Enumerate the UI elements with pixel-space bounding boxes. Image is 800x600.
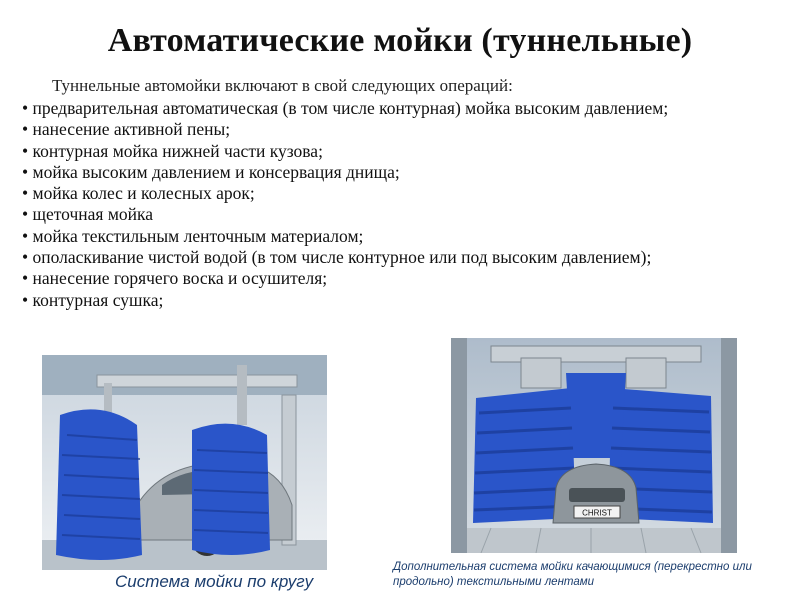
list-item: • контурная мойка нижней части кузова; [22,141,762,162]
list-item: • мойка высоким давлением и консервация днища; [22,162,762,183]
photo-textile-strips-wash [451,338,737,553]
intro-text: Туннельные автомойки включают в свой следующих операций: [52,76,513,95]
caption-circular-wash: Система мойки по кругу [115,572,314,591]
list-item: • щеточная мойка [22,204,762,225]
list-item: • нанесение горячего воска и осушителя; [22,268,762,289]
list-item: • мойка колес и колесных арок; [22,183,762,204]
list-item: • ополаскивание чистой водой (в том числе контурное или под высоким давлением); [22,247,762,268]
list-item: • мойка текстильным ленточным материалом; [22,226,762,247]
slide-title: Автоматические мойки (туннельные) [107,22,693,59]
photo-circular-wash [42,355,327,570]
operations-list [22,98,762,311]
license-plate: CHRIST [582,508,612,518]
list-item: • нанесение активной пены; [22,119,762,140]
list-item: • предварительная автоматическая (в том числе контурная) мойка высоким давлением; [22,98,762,119]
caption-textile-strips-wash: Дополнительная система мойки качающимися (перекрестно или продольно) текстильными лентами [393,561,752,588]
list-item: • контурная сушка; [22,290,762,311]
